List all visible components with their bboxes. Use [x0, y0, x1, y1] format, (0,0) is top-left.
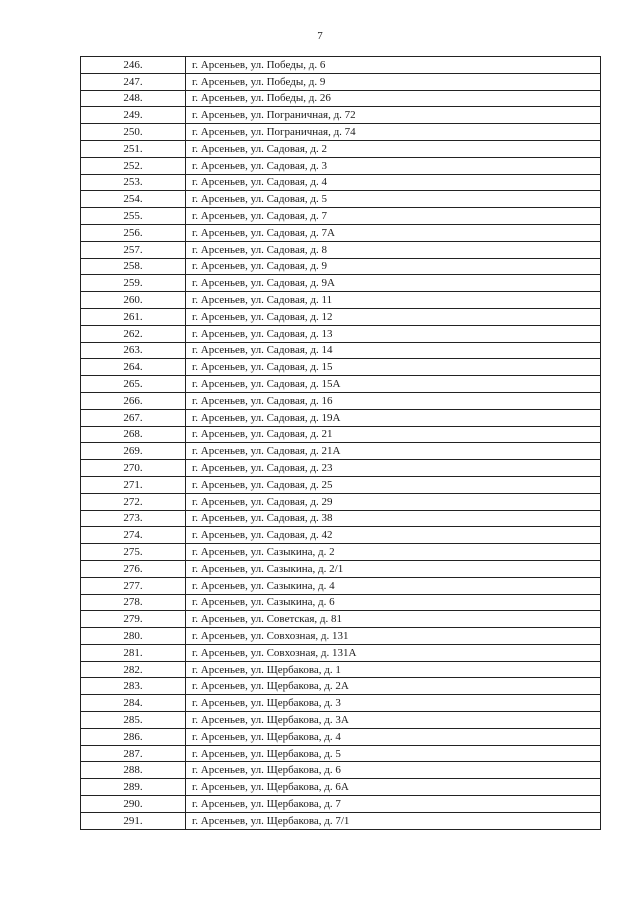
row-address: г. Арсеньев, ул. Садовая, д. 14 [186, 342, 601, 359]
address-table [80, 56, 601, 830]
row-number: 291. [81, 812, 186, 829]
row-number: 286. [81, 728, 186, 745]
table-row [81, 124, 601, 141]
row-address: г. Арсеньев, ул. Щербакова, д. 3А [186, 712, 601, 729]
row-number: 264. [81, 359, 186, 376]
table-row [81, 695, 601, 712]
table-row [81, 292, 601, 309]
row-number: 261. [81, 308, 186, 325]
row-number: 248. [81, 90, 186, 107]
row-number: 275. [81, 544, 186, 561]
row-number: 269. [81, 443, 186, 460]
table-row [81, 728, 601, 745]
row-address: г. Арсеньев, ул. Садовая, д. 8 [186, 241, 601, 258]
row-address: г. Арсеньев, ул. Садовая, д. 13 [186, 325, 601, 342]
table-row [81, 376, 601, 393]
row-address: г. Арсеньев, ул. Садовая, д. 38 [186, 510, 601, 527]
table-row [81, 359, 601, 376]
row-address: г. Арсеньев, ул. Садовая, д. 15 [186, 359, 601, 376]
row-number: 282. [81, 661, 186, 678]
row-number: 289. [81, 779, 186, 796]
table-row [81, 191, 601, 208]
table-row [81, 628, 601, 645]
row-address: г. Арсеньев, ул. Садовая, д. 7А [186, 224, 601, 241]
row-address: г. Арсеньев, ул. Сазыкина, д. 2 [186, 544, 601, 561]
row-number: 268. [81, 426, 186, 443]
table-row [81, 678, 601, 695]
row-address: г. Арсеньев, ул. Советская, д. 81 [186, 611, 601, 628]
row-number: 271. [81, 476, 186, 493]
row-number: 254. [81, 191, 186, 208]
row-number: 266. [81, 392, 186, 409]
table-row [81, 157, 601, 174]
row-number: 265. [81, 376, 186, 393]
table-row [81, 325, 601, 342]
row-address: г. Арсеньев, ул. Пограничная, д. 74 [186, 124, 601, 141]
row-address: г. Арсеньев, ул. Щербакова, д. 3 [186, 695, 601, 712]
row-address: г. Арсеньев, ул. Садовая, д. 25 [186, 476, 601, 493]
row-address: г. Арсеньев, ул. Победы, д. 26 [186, 90, 601, 107]
row-number: 260. [81, 292, 186, 309]
table-row [81, 527, 601, 544]
table-row [81, 644, 601, 661]
row-address: г. Арсеньев, ул. Садовая, д. 4 [186, 174, 601, 191]
table-row [81, 544, 601, 561]
row-address: г. Арсеньев, ул. Садовая, д. 5 [186, 191, 601, 208]
row-number: 270. [81, 460, 186, 477]
row-address: г. Арсеньев, ул. Садовая, д. 19А [186, 409, 601, 426]
table-row [81, 275, 601, 292]
row-number: 253. [81, 174, 186, 191]
table-row [81, 241, 601, 258]
page-number: 7 [317, 30, 323, 42]
table-row [81, 745, 601, 762]
row-address: г. Арсеньев, ул. Щербакова, д. 5 [186, 745, 601, 762]
table-row [81, 712, 601, 729]
row-address: г. Арсеньев, ул. Победы, д. 6 [186, 57, 601, 74]
row-address: г. Арсеньев, ул. Щербакова, д. 7/1 [186, 812, 601, 829]
row-address: г. Арсеньев, ул. Садовая, д. 21 [186, 426, 601, 443]
table-row [81, 57, 601, 74]
row-number: 281. [81, 644, 186, 661]
row-number: 278. [81, 594, 186, 611]
row-address: г. Арсеньев, ул. Садовая, д. 21А [186, 443, 601, 460]
table-row [81, 796, 601, 813]
table-row [81, 90, 601, 107]
row-number: 287. [81, 745, 186, 762]
row-number: 273. [81, 510, 186, 527]
table-row [81, 560, 601, 577]
row-number: 283. [81, 678, 186, 695]
table-row [81, 174, 601, 191]
row-address: г. Арсеньев, ул. Садовая, д. 7 [186, 208, 601, 225]
table-row [81, 611, 601, 628]
table-row [81, 493, 601, 510]
table-row [81, 426, 601, 443]
row-number: 276. [81, 560, 186, 577]
row-address: г. Арсеньев, ул. Пограничная, д. 72 [186, 107, 601, 124]
address-table-body [81, 57, 601, 830]
row-address: г. Арсеньев, ул. Щербакова, д. 7 [186, 796, 601, 813]
row-address: г. Арсеньев, ул. Садовая, д. 9А [186, 275, 601, 292]
row-address: г. Арсеньев, ул. Садовая, д. 29 [186, 493, 601, 510]
row-number: 272. [81, 493, 186, 510]
row-address: г. Арсеньев, ул. Сазыкина, д. 6 [186, 594, 601, 611]
table-row [81, 460, 601, 477]
row-address: г. Арсеньев, ул. Щербакова, д. 6 [186, 762, 601, 779]
table-row [81, 392, 601, 409]
row-number: 262. [81, 325, 186, 342]
row-address: г. Арсеньев, ул. Садовая, д. 23 [186, 460, 601, 477]
table-row [81, 107, 601, 124]
table-row [81, 779, 601, 796]
row-address: г. Арсеньев, ул. Садовая, д. 15А [186, 376, 601, 393]
row-address: г. Арсеньев, ул. Сазыкина, д. 2/1 [186, 560, 601, 577]
table-row [81, 510, 601, 527]
row-number: 284. [81, 695, 186, 712]
table-row [81, 258, 601, 275]
row-address: г. Арсеньев, ул. Садовая, д. 9 [186, 258, 601, 275]
table-row [81, 409, 601, 426]
row-address: г. Арсеньев, ул. Щербакова, д. 1 [186, 661, 601, 678]
row-address: г. Арсеньев, ул. Садовая, д. 16 [186, 392, 601, 409]
table-row [81, 661, 601, 678]
row-number: 288. [81, 762, 186, 779]
table-row [81, 476, 601, 493]
row-address: г. Арсеньев, ул. Победы, д. 9 [186, 73, 601, 90]
row-number: 246. [81, 57, 186, 74]
row-number: 251. [81, 140, 186, 157]
table-row [81, 140, 601, 157]
row-address: г. Арсеньев, ул. Сазыкина, д. 4 [186, 577, 601, 594]
row-number: 277. [81, 577, 186, 594]
row-address: г. Арсеньев, ул. Садовая, д. 3 [186, 157, 601, 174]
table-row [81, 308, 601, 325]
table-row [81, 762, 601, 779]
row-number: 285. [81, 712, 186, 729]
row-address: г. Арсеньев, ул. Щербакова, д. 4 [186, 728, 601, 745]
row-number: 249. [81, 107, 186, 124]
row-number: 252. [81, 157, 186, 174]
row-address: г. Арсеньев, ул. Совхозная, д. 131А [186, 644, 601, 661]
row-number: 250. [81, 124, 186, 141]
row-number: 267. [81, 409, 186, 426]
table-row [81, 73, 601, 90]
row-address: г. Арсеньев, ул. Щербакова, д. 6А [186, 779, 601, 796]
row-number: 274. [81, 527, 186, 544]
table-row [81, 443, 601, 460]
row-number: 279. [81, 611, 186, 628]
row-number: 280. [81, 628, 186, 645]
table-row [81, 812, 601, 829]
row-number: 263. [81, 342, 186, 359]
table-row [81, 342, 601, 359]
row-address: г. Арсеньев, ул. Садовая, д. 2 [186, 140, 601, 157]
row-address: г. Арсеньев, ул. Совхозная, д. 131 [186, 628, 601, 645]
row-number: 259. [81, 275, 186, 292]
row-number: 255. [81, 208, 186, 225]
table-row [81, 594, 601, 611]
row-address: г. Арсеньев, ул. Щербакова, д. 2А [186, 678, 601, 695]
row-number: 257. [81, 241, 186, 258]
row-number: 290. [81, 796, 186, 813]
row-address: г. Арсеньев, ул. Садовая, д. 12 [186, 308, 601, 325]
row-number: 256. [81, 224, 186, 241]
table-row [81, 224, 601, 241]
row-number: 258. [81, 258, 186, 275]
row-address: г. Арсеньев, ул. Садовая, д. 42 [186, 527, 601, 544]
row-address: г. Арсеньев, ул. Садовая, д. 11 [186, 292, 601, 309]
table-row [81, 577, 601, 594]
table-row [81, 208, 601, 225]
row-number: 247. [81, 73, 186, 90]
